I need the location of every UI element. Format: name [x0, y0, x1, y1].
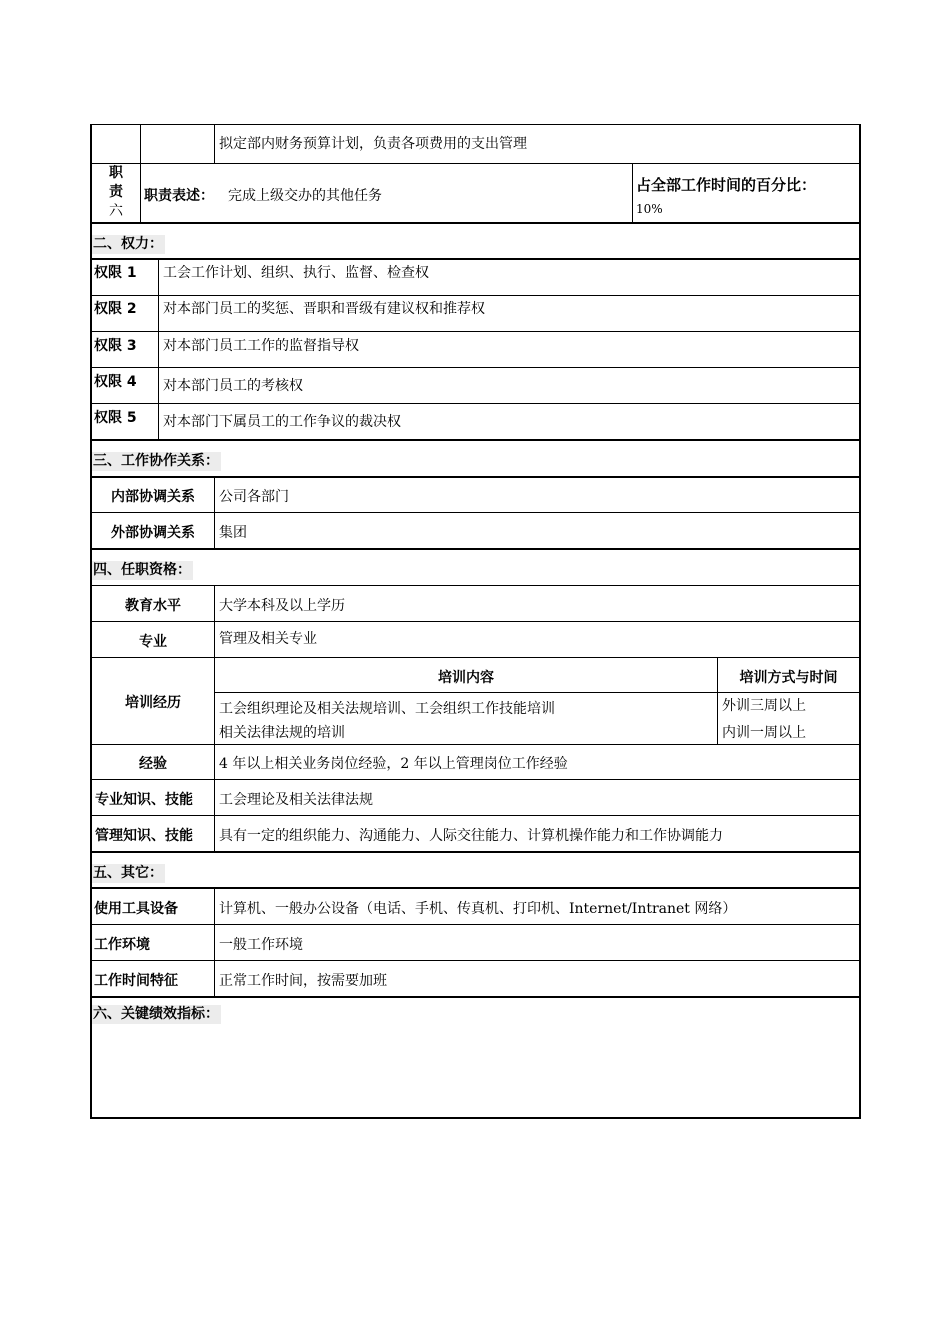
rule	[90, 657, 860, 658]
education-value: 大学本科及以上学历	[219, 598, 345, 614]
external-relation-value: 集团	[219, 525, 247, 541]
rule	[90, 621, 860, 622]
rule	[90, 815, 860, 816]
tools-label: 使用工具设备	[94, 901, 178, 917]
rule	[90, 222, 860, 224]
rule	[90, 744, 860, 745]
rule	[90, 124, 92, 1119]
authority-label: 权限 1	[94, 265, 137, 281]
work-time-value: 正常工作时间，按需要加班	[219, 973, 387, 989]
rule	[90, 887, 860, 889]
rule	[632, 163, 633, 223]
training-content-2: 相关法律法规的培训	[219, 725, 345, 741]
rule	[90, 367, 860, 368]
skills-value: 工会理论及相关法律法规	[219, 792, 373, 808]
authority-text: 对本部门员工工作的监督指导权	[163, 338, 359, 354]
internal-relation-value: 公司各部门	[219, 489, 289, 505]
authority-text: 工会工作计划、组织、执行、监督、检查权	[163, 265, 429, 281]
environment-value: 一般工作环境	[219, 937, 303, 953]
rule	[90, 548, 860, 550]
rule	[90, 779, 860, 780]
rule	[90, 851, 860, 853]
training-label: 培训经历	[125, 695, 181, 711]
budget-duty-text: 拟定部内财务预算计划，负责各项费用的支出管理	[219, 136, 527, 152]
rule	[90, 403, 860, 404]
work-time-label: 工作时间特征	[94, 973, 178, 989]
duty-desc-label: 职责表述：	[144, 188, 214, 204]
section-other-title: 五、其它：	[93, 865, 163, 881]
rule	[140, 124, 141, 223]
rule	[90, 163, 860, 164]
authority-text: 对本部门员工的考核权	[163, 378, 303, 394]
training-method-2: 内训一周以上	[722, 725, 806, 741]
training-method-1: 外训三周以上	[722, 698, 806, 714]
rule	[859, 124, 861, 1119]
training-method-header: 培训方式与时间	[739, 670, 838, 686]
authority-label: 权限 3	[94, 338, 137, 354]
authority-text: 对本部门下属员工的工作争议的裁决权	[163, 414, 401, 430]
tools-value: 计算机、一般办公设备（电话、手机、传真机、打印机、Internet/Intranet 网络）	[219, 901, 737, 917]
training-content-1: 工会组织理论及相关法规培训、工会组织工作技能培训	[219, 701, 555, 717]
rule	[214, 124, 215, 163]
section-authority-title: 二、权力：	[93, 236, 163, 252]
training-content-header: 培训内容	[438, 670, 494, 686]
duty-label-1: 职	[109, 165, 123, 181]
section-relations-title: 三、工作协作关系：	[93, 453, 219, 469]
rule	[214, 476, 215, 549]
rule	[90, 924, 860, 925]
management-skills-label: 管理知识、技能	[95, 828, 193, 844]
rule	[90, 124, 860, 125]
major-label: 专业	[139, 634, 167, 650]
authority-label: 权限 4	[94, 374, 137, 390]
experience-label: 经验	[139, 756, 167, 772]
environment-label: 工作环境	[94, 937, 150, 953]
rule	[90, 960, 860, 961]
authority-label: 权限 5	[94, 410, 137, 426]
rule	[214, 887, 215, 997]
external-relation-label: 外部协调关系	[111, 525, 195, 541]
duty-label-3: 六	[109, 203, 123, 219]
rule	[90, 295, 860, 296]
education-label: 教育水平	[125, 598, 181, 614]
rule	[90, 439, 860, 441]
rule	[90, 585, 860, 586]
skills-label: 专业知识、技能	[95, 792, 193, 808]
duty-label-2: 责	[109, 184, 123, 200]
rule	[90, 996, 860, 998]
internal-relation-label: 内部协调关系	[111, 489, 195, 505]
rule	[90, 331, 860, 332]
rule	[158, 258, 159, 440]
duty-desc-text: 完成上级交办的其他任务	[228, 188, 382, 204]
section-qualifications-title: 四、任职资格：	[93, 562, 191, 578]
rule	[90, 476, 860, 478]
rule	[90, 1117, 861, 1119]
rule	[215, 692, 860, 693]
authority-label: 权限 2	[94, 301, 137, 317]
major-value: 管理及相关专业	[219, 631, 317, 647]
management-skills-value: 具有一定的组织能力、沟通能力、人际交往能力、计算机操作能力和工作协调能力	[219, 828, 723, 844]
time-percent-label: 占全部工作时间的百分比：	[636, 176, 817, 194]
rule	[90, 258, 860, 260]
rule	[214, 585, 215, 852]
authority-text: 对本部门员工的奖惩、晋职和晋级有建议权和推荐权	[163, 301, 485, 317]
section-kpi-title: 六、关键绩效指标：	[93, 1006, 219, 1022]
time-percent-value: 10%	[636, 202, 663, 216]
experience-value: 4 年以上相关业务岗位经验，2 年以上管理岗位工作经验	[219, 756, 568, 772]
rule	[90, 512, 860, 513]
